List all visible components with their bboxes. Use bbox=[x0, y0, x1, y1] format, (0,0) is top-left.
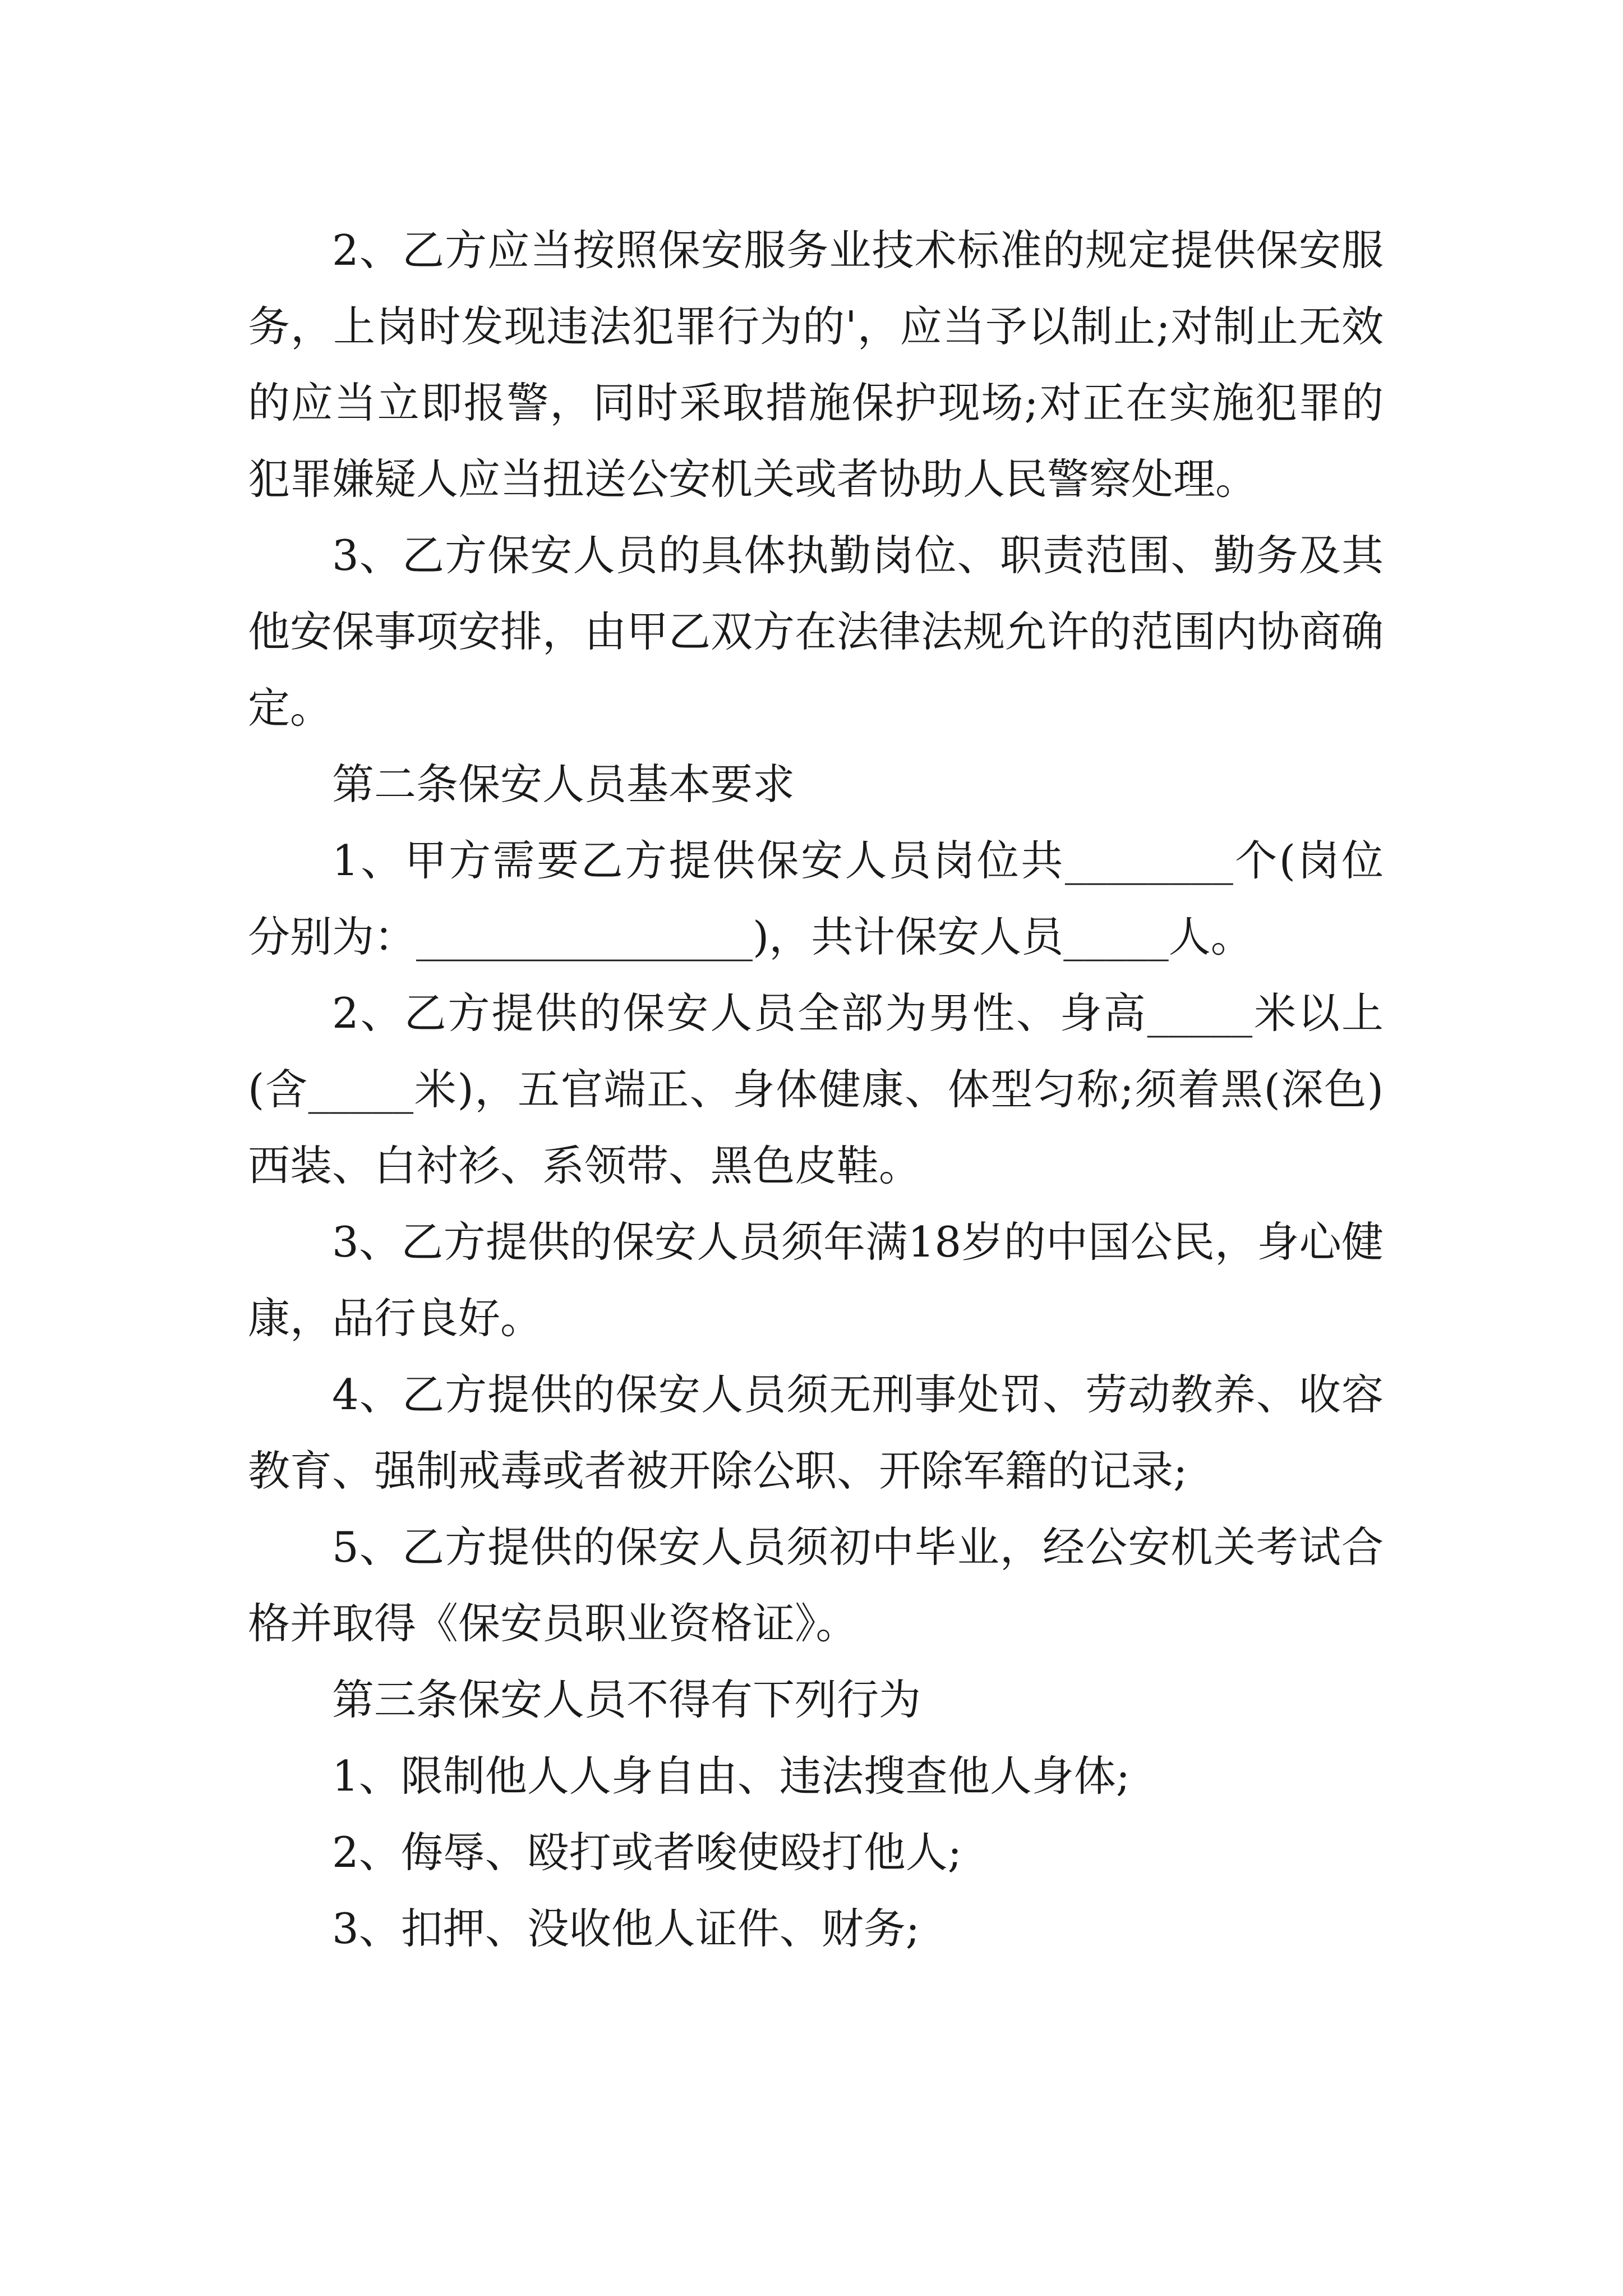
paragraph-age-requirement: 3、乙方提供的保安人员须年满18岁的中国公民，身心健康，品行良好。 bbox=[248, 1217, 1384, 1343]
article-2-heading: 第二条保安人员基本要求 bbox=[332, 760, 795, 809]
paragraph-service-standard: 2、乙方应当按照保安服务业技术标准的规定提供保安服务，上岗时发现违法犯罪行为的'，应当予以制止;对制止无效的应当立即报警，同时采取措施保护现场;对正在实施犯罪的犯罪嫌疑人应当扭送公安机关或者协助人民警察处理。 bbox=[248, 226, 1384, 504]
prohibited-item-2: 2、侮辱、殴打或者唆使殴打他人; bbox=[332, 1828, 962, 1877]
paragraph-physical-requirements: 2、乙方提供的保安人员全部为男性、身高_____米以上(含_____米)，五官端正、身体健康、体型匀称;须着黑(深色)西装、白衬衫、系领带、黑色皮鞋。 bbox=[248, 988, 1384, 1190]
prohibited-item-1: 1、限制他人人身自由、违法搜查他人身体; bbox=[332, 1751, 1130, 1801]
paragraph-education-requirement: 5、乙方提供的保安人员须初中毕业，经公安机关考试合格并取得《保安员职业资格证》。 bbox=[248, 1522, 1384, 1648]
document-body bbox=[248, 212, 1384, 1967]
prohibited-item-3: 3、扣押、没收他人证件、财务; bbox=[332, 1904, 920, 1953]
article-3-heading: 第三条保安人员不得有下列行为 bbox=[332, 1675, 921, 1724]
paragraph-duty-arrangement: 3、乙方保安人员的具体执勤岗位、职责范围、勤务及其他安保事项安排，由甲乙双方在法律法规允许的范围内协商确定。 bbox=[248, 531, 1384, 733]
paragraph-record-requirement: 4、乙方提供的保安人员须无刑事处罚、劳动教养、收容教育、强制戒毒或者被开除公职、开除军籍的记录; bbox=[248, 1370, 1384, 1496]
paragraph-post-count: 1、甲方需要乙方提供保安人员岗位共________个(岗位分别为：________________)，共计保安人员_____人。 bbox=[248, 836, 1384, 961]
